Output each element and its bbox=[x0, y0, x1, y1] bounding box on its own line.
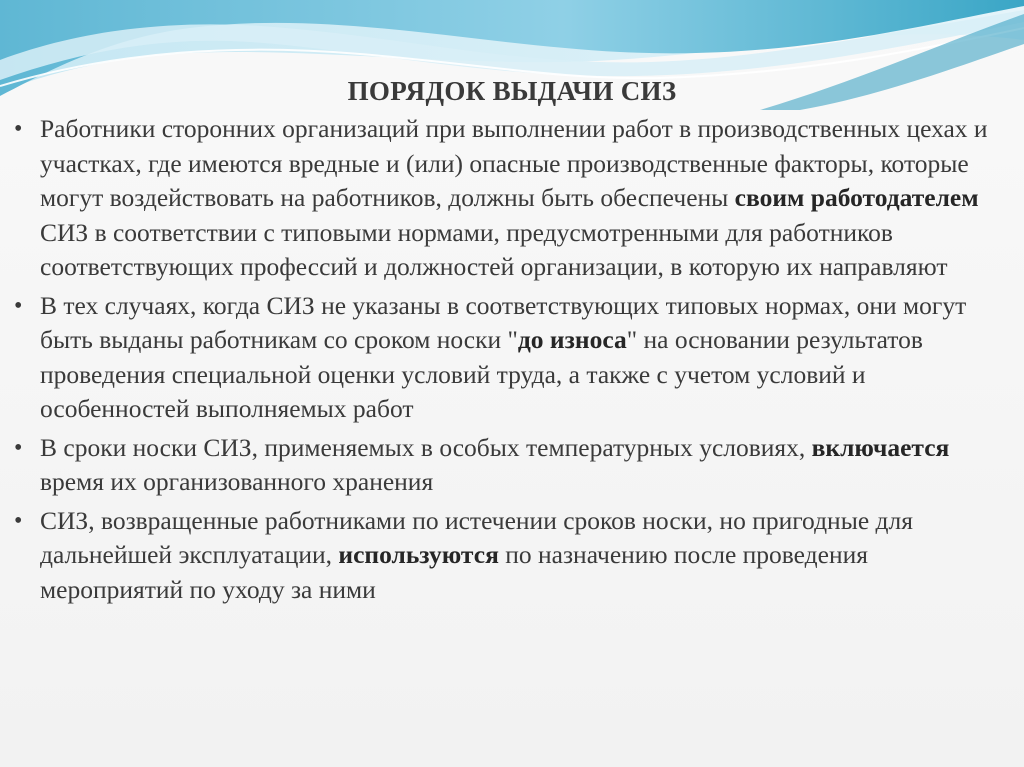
bullet-text: В тех случаях, когда СИЗ не указаны в соответствующих типовых нормах, они могут быть выданы работникам со сроком носки " bbox=[40, 290, 967, 354]
bullet-list bbox=[14, 112, 1010, 611]
bullet-text: В сроки носки СИЗ, применяемых в особых температурных условиях, bbox=[40, 432, 812, 462]
bullet-item bbox=[14, 112, 1010, 285]
emphasis-text: включается bbox=[811, 432, 950, 462]
emphasis-text: используются bbox=[338, 540, 499, 569]
bullet-item bbox=[14, 504, 1010, 608]
bullet-icon: • bbox=[14, 292, 23, 319]
bullet-item bbox=[14, 431, 1010, 500]
slide-title: ПОРЯДОК ВЫДАЧИ СИЗ bbox=[347, 76, 677, 106]
bullet-text: СИЗ, возвращенные работниками по истечении сроков носки, но пригодные для дальнейшей эксплуатации, bbox=[40, 505, 913, 569]
bullet-text: " на основании результатов проведения специальной оценки условий труда, а также с учетом условий и особенностей выполняемых работ bbox=[40, 325, 923, 423]
bullet-text: по назначению после проведения мероприятий по уходу за ними bbox=[40, 540, 868, 604]
bullet-icon: • bbox=[14, 507, 23, 534]
bullet-text: Работники сторонних организаций при выполнении работ в производственных цехах и участках, где имеются вредные и (или) опасные производственные факторы, которые могут воздействовать на работников, должны быть обеспечены bbox=[40, 114, 988, 212]
bullet-text: время их организованного хранения bbox=[40, 467, 434, 496]
emphasis-text: своим работодателем bbox=[734, 183, 979, 212]
emphasis-text: до износа bbox=[517, 325, 627, 354]
bullet-icon: • bbox=[14, 434, 23, 461]
bullet-text: СИЗ в соответствии с типовыми нормами, предусмотренными для работников соответствующих профессий и должностей организации, в которую их направляют bbox=[40, 217, 948, 281]
bullet-icon: • bbox=[14, 116, 23, 142]
bullet-item bbox=[14, 289, 1010, 427]
